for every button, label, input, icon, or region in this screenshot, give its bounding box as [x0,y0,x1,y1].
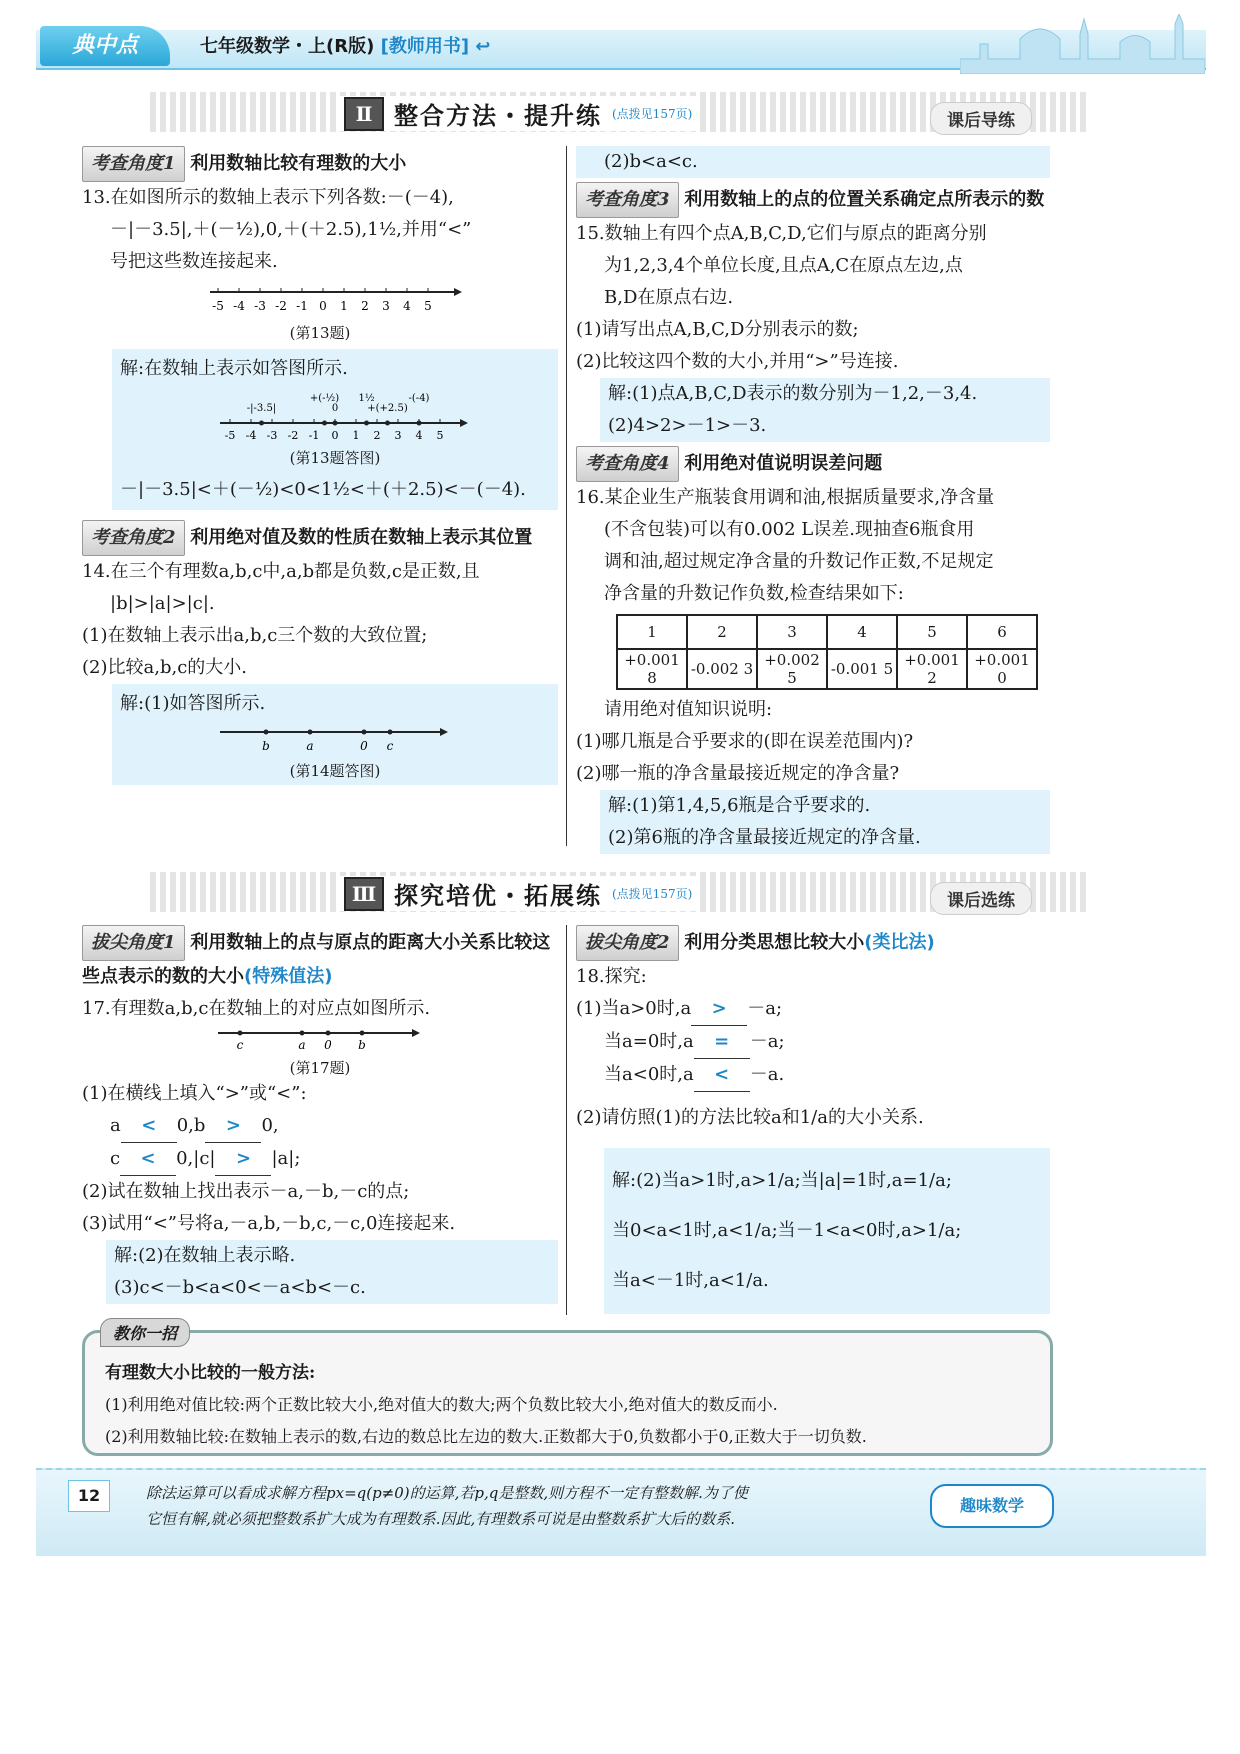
q17-point-label: c [236,1038,244,1052]
q17-r1-a: a [110,1115,121,1136]
q14-line3: (1)在数轴上表示出a,b,c三个数的大致位置; [82,625,428,646]
q13-answer-caption: (第13题答图) [289,449,381,467]
q17-line4: (3)试用“<”号将a,－a,b,－b,c,－c,0连接起来. [82,1213,456,1234]
q13-ans-tick-label: -5 [224,429,236,442]
q18-blank-3[interactable]: < [694,1059,750,1092]
q15-answer [600,378,1050,442]
q15-answer-line2: (2)4>2>－1>－3. [608,415,767,436]
book-tag: [教师用书] [380,36,470,57]
q17-blank-1[interactable]: < [121,1110,177,1143]
q18-case3-tail: －a. [749,1064,785,1085]
q18-blank-1[interactable]: > [691,993,747,1026]
q14-point-label: 0 [360,739,368,753]
right-column-2 [576,146,1050,854]
q16-line7: (2)哪一瓶的净含量最接近规定的净含量? [576,763,900,784]
section-title-2: 整合方法・提升练 [394,102,602,130]
section-badge-3: Ⅲ [344,877,384,911]
q16-table-head-cell: 6 [967,615,1037,649]
q17-answer-line2: (3)c<－b<a<0<－a<b<－c. [114,1277,366,1298]
q16-table-value-cell: -0.001 5 [827,649,897,689]
right-column-3 [576,925,1050,1314]
left-column-2 [82,146,558,785]
q18-case3-text: 当a<0时,a [604,1064,694,1085]
q17-answer-line1: 解:(2)在数轴上表示略. [114,1245,296,1266]
q16-table-head-cell: 1 [617,615,687,649]
q17-point [238,1031,243,1036]
q13-ans-tick-label: -1 [308,429,320,442]
angle-title-4: 利用绝对值说明误差问题 [684,453,883,474]
q15-line2: 为1,2,3,4个单位长度,且点A,C在原点左边,点 [604,255,963,276]
section-badge-2: Ⅱ [344,97,384,131]
q13-tick-label: -3 [254,299,266,313]
q16-table-value-cell: -0.002 3 [687,649,757,689]
q16-table-value-cell: +0.001 8 [617,649,687,689]
q15-answer-line1: 解:(1)点A,B,C,D表示的数分别为－1,2,－3,4. [608,383,978,404]
q14-answer-number-line [120,720,540,756]
q13-caption: (第13题) [289,324,351,342]
q17-r2-a: c [110,1148,121,1169]
q13-ans-tick-label: 4 [415,429,423,442]
q16-table-header-row [617,615,1037,649]
q16-line5: 请用绝对值知识说明: [604,699,773,720]
angle-title-3: 利用数轴上的点的位置关系确定点所表示的数 [684,189,1045,210]
q18-answer-line1: 解:(2)当a>1时,a>1/a;当|a|=1时,a=1/a; [612,1170,952,1191]
q13-ans-point [259,421,264,426]
q14-answer-caption: (第14题答图) [289,762,381,780]
angle-tag-1: 考查角度1 [82,146,185,182]
q16-table-head-cell: 5 [897,615,967,649]
angle-tag-3: 考查角度3 [576,182,679,218]
q18-case1 [576,993,1050,1026]
q13-tick-label: -2 [275,299,287,313]
section-header-2 [336,96,700,131]
q13-ans-tick-label: 5 [436,429,444,442]
q16-table-value-cell: +0.001 0 [967,649,1037,689]
q16-table-value-cell: +0.001 2 [897,649,967,689]
q16-line6: (1)哪几瓶是合乎要求的(即在误差范围内)? [576,731,914,752]
book-title-text: 七年级数学・上(R版) [200,36,375,57]
q17-point-label: 0 [324,1038,332,1052]
q13-tick-label: -5 [212,299,224,313]
q17-point [360,1031,365,1036]
q13-ans-point-label: 1½ [358,393,375,404]
q18-blank-2[interactable]: = [694,1026,750,1059]
q18-case2-text: 当a=0时,a [604,1031,694,1052]
q17-line2: (1)在横线上填入“>”或“<”: [82,1083,307,1104]
column-divider-3 [566,925,567,1315]
q16-table-head-cell: 3 [757,615,827,649]
q15-line3: B,D在原点右边. [604,287,734,308]
q13-ans-tick-label: 2 [373,429,381,442]
q14-point [264,730,269,735]
section-tab-2: 课后导练 [930,102,1032,135]
q17-blank-4[interactable]: > [215,1143,271,1176]
q13-tick-label: -4 [233,299,245,313]
q17-answer [106,1240,558,1304]
q13-ans-point-label: +(-½) [309,393,340,404]
extra-angle-hint-1: (特殊值法) [244,966,333,987]
tip-badge: 教你一招 [100,1318,190,1347]
q18-answer [604,1148,1050,1314]
q13-answer-number-line [120,385,540,443]
angle-title-1: 利用数轴比较有理数的大小 [190,153,407,174]
q13-tick-label: 0 [319,299,327,313]
q15-line1: 15.数轴上有四个点A,B,C,D,它们与原点的距离分别 [576,223,987,244]
q16-table-head-cell: 4 [827,615,897,649]
q14-answer [112,684,558,785]
q16-table-value-cell: +0.002 5 [757,649,827,689]
q15-line5: (2)比较这四个数的大小,并用“>”号连接. [576,351,899,372]
q14-point [362,730,367,735]
q17-r2-c: |a|; [271,1148,301,1169]
q13-tick-label: 2 [361,299,369,313]
q17-caption: (第17题) [289,1059,351,1077]
angle-tag-4: 考查角度4 [576,446,679,482]
section-link-2[interactable]: (点拨见157页) [612,107,693,121]
q14-point-label: b [262,739,270,753]
q16-table [616,614,1038,690]
q14-answer-line2: (2)b<a<c. [576,146,1050,178]
q18-case1-tail: －a; [747,998,783,1019]
q17-fill-row1 [82,1110,558,1143]
section-title-3: 探究培优・拓展练 [394,882,602,910]
q18-case2 [576,1026,1050,1059]
left-column-3 [82,925,558,1304]
q13-tick-label: 5 [424,299,432,313]
footer-text [146,1480,916,1532]
q16-line1: 16.某企业生产瓶装食用调和油,根据质量要求,净含量 [576,487,995,508]
q16-line2: (不含包装)可以有0.002 L误差.现抽查6瓶食用 [604,519,975,540]
q18-answer-line3: 当a<－1时,a<1/a. [612,1270,769,1291]
return-arrow-icon: ↩ [475,36,491,57]
q18-answer-line2: 当0<a<1时,a<1/a;当－1<a<0时,a>1/a; [612,1220,962,1241]
q13-ans-tick-label: 1 [352,429,360,442]
q13-answer [112,349,558,510]
q13-number-line [82,278,558,318]
q13-ans-point [417,421,422,426]
q17-point [300,1031,305,1036]
q13-ans-tick-label: -2 [287,429,299,442]
q17-point-label: b [358,1038,366,1052]
q17-fill-row2 [82,1143,558,1176]
q13-ans-point-label: -(-4) [408,393,430,404]
q13-tick-label: -1 [296,299,308,313]
extra-angle-title-2: 利用分类思想比较大小 [684,932,865,953]
q14-point-label: c [386,739,394,753]
q13-ans-tick-label: -4 [245,429,257,442]
tip-line2: (2)利用数轴比较:在数轴上表示的数,右边的数总比左边的数大.正数都大于0,负数都小于0,正数大于一切负数. [105,1427,867,1446]
q14-point-label: a [306,739,314,753]
section-link-3[interactable]: (点拨见157页) [612,887,693,901]
q17-line3: (2)试在数轴上找出表示－a,－b,－c的点; [82,1181,410,1202]
tip-content [85,1333,1050,1453]
q16-line4: 净含量的升数记作负数,检查结果如下: [604,583,904,604]
q13-ans-point [333,421,338,426]
q17-blank-3[interactable]: < [120,1143,176,1176]
q13-ans-tick-label: -3 [266,429,278,442]
extra-angle-hint-2: (类比法) [864,932,935,953]
q13-ans-point-label: 0 [331,403,339,414]
q14-line2: |b|>|a|>|c|. [110,593,215,614]
footer-line1: 除法运算可以看成求解方程px=q(p≠0)的运算,若p,q是整数,则方程不一定有整数解.为了使 [146,1484,748,1502]
q13-ans-tick-label: 3 [394,429,402,442]
extra-angle-tag-1: 拔尖角度1 [82,925,185,961]
q13-ans-point [385,421,390,426]
angle-tag-2: 考查角度2 [82,520,185,556]
book-title [200,32,490,58]
q14-line4: (2)比较a,b,c的大小. [82,657,247,678]
q14-line1: 14.在三个有理数a,b,c中,a,b都是负数,c是正数,且 [82,561,480,582]
q18-line2: (2)请仿照(1)的方法比较a和1/a的大小关系. [576,1107,924,1128]
q13-ans-tick-label: 0 [331,429,339,442]
q16-table-value-row [617,649,1037,689]
q16-table-head-cell: 2 [687,615,757,649]
extra-angle-tag-2: 拔尖角度2 [576,925,679,961]
section-header-3 [336,876,700,911]
q13-ans-point [322,421,327,426]
q13-ans-point-label: -|-3.5| [246,403,277,414]
q14-point [308,730,313,735]
tip-line1: (1)利用绝对值比较:两个正数比较大小,绝对值大的数大;两个负数比较大小,绝对值大的数反而小. [105,1395,778,1414]
q16-answer [600,790,1050,854]
q13-ans-point-label: +(+2.5) [367,403,408,414]
q16-answer-line1: 解:(1)第1,4,5,6瓶是合乎要求的. [608,795,871,816]
q16-answer-line2: (2)第6瓶的净含量最接近规定的净含量. [608,827,921,848]
q13-ans-point [364,421,369,426]
q15-line4: (1)请写出点A,B,C,D分别表示的数; [576,319,859,340]
q13-tick-label: 1 [340,299,348,313]
tip-title: 有理数大小比较的一般方法: [105,1363,316,1383]
page-header [0,0,1240,78]
q17-r1-c: 0, [261,1115,279,1136]
q17-point-label: a [298,1038,306,1052]
section-tab-3: 课后选练 [930,882,1032,915]
footer-line2: 它恒有解,就必须把整数系扩大成为有理数系.因此,有理数系可说是由整数系扩大后的数系. [146,1510,736,1528]
footer-badge: 趣味数学 [930,1484,1054,1528]
q17-line1: 17.有理数a,b,c在数轴上的对应点如图所示. [82,998,431,1019]
q13-tick-label: 4 [403,299,411,313]
q17-number-line [82,1025,558,1053]
q18-case2-tail: －a; [749,1031,785,1052]
angle-title-2: 利用绝对值及数的性质在数轴上表示其位置 [190,527,533,548]
city-skyline-icon [960,14,1205,74]
q13-line2: －|－3.5|,＋(－½),0,＋(＋2.5),1½,并用“<” [110,219,472,240]
q17-r2-b: 0,|c| [176,1148,216,1169]
q18-case3 [576,1059,1050,1092]
q17-r1-b: 0,b [176,1115,206,1136]
brand-logo: 典中点 [40,26,170,66]
q13-line3: 号把这些数连接起来. [110,251,278,272]
q16-line3: 调和油,超过规定净含量的升数记作正数,不足规定 [604,551,994,572]
page-number: 12 [68,1480,110,1512]
q13-line1: 13.在如图所示的数轴上表示下列各数:－(－4), [82,187,454,208]
extra-angle-title-1: 利用数轴上的点与原点的距离大小关系比较这些点表示的数的大小 [82,932,551,987]
q13-tick-label: 3 [382,299,390,313]
q13-answer-line1: 解:在数轴上表示如答图所示. [120,358,348,379]
q18-line1: 18.探究: [576,966,647,987]
column-divider-2 [566,146,567,846]
tip-box [82,1330,1053,1456]
q17-point [326,1031,331,1036]
q17-blank-2[interactable]: > [205,1110,261,1143]
q14-answer-line1: 解:(1)如答图所示. [120,693,266,714]
q13-answer-line2: －|－3.5|<＋(－½)<0<1½<＋(＋2.5)<－(－4). [120,479,526,500]
q18-case1-text: (1)当a>0时,a [576,998,692,1019]
q14-point [388,730,393,735]
